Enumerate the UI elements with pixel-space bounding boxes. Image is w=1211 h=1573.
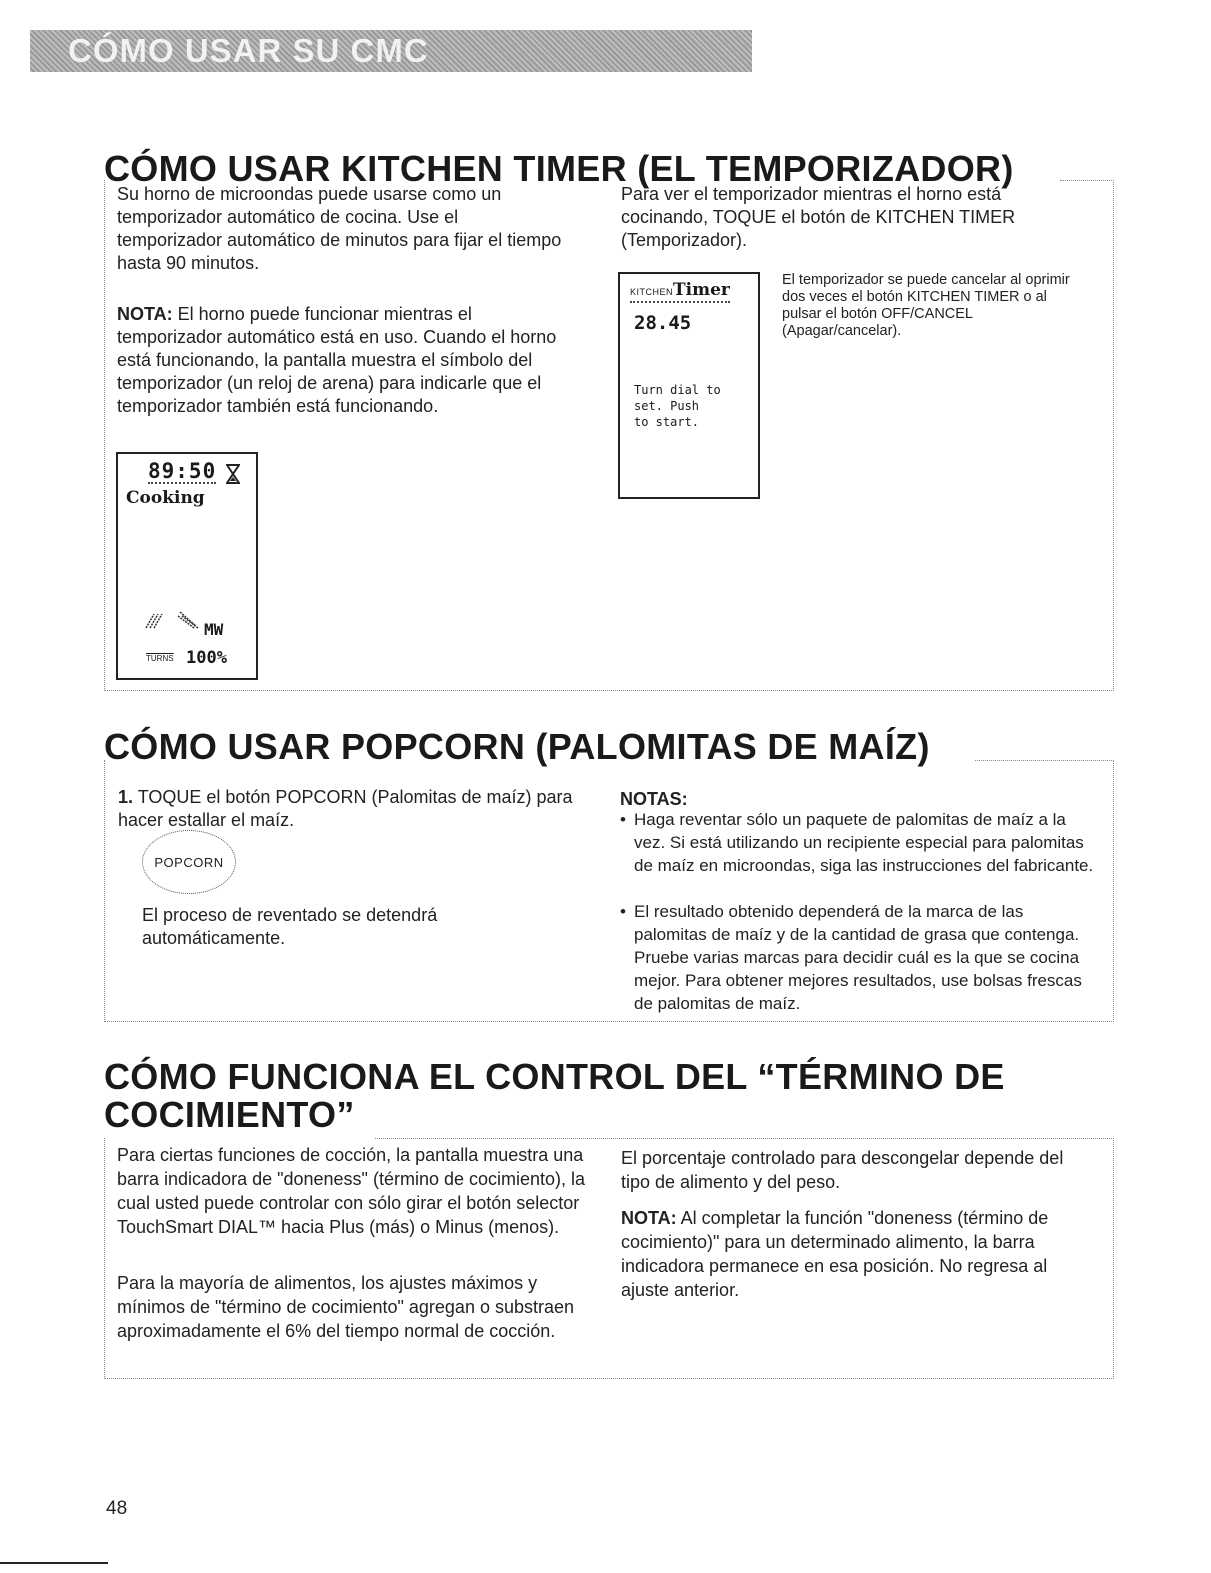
popcorn-after-text: El proceso de reventado se detendrá automáticamente. bbox=[142, 905, 438, 948]
display-instructions bbox=[634, 382, 721, 430]
display-header bbox=[630, 280, 730, 303]
timer-cancel-caption: El temporizador se puede cancelar al oprimir dos veces el botón KITCHEN TIMER o al pulsar el botón OFF/CANCEL (Apagar/cancelar). bbox=[782, 272, 1070, 339]
page-number: 48 bbox=[106, 1498, 128, 1519]
popcorn-button-label: POPCORN bbox=[154, 854, 224, 870]
doneness-title-line-2: COCIMIENTO” bbox=[104, 1094, 355, 1135]
footer-rule bbox=[0, 1562, 108, 1564]
doneness-note-label: NOTA: bbox=[621, 1208, 677, 1228]
doneness-intro-text: Para ciertas funciones de cocción, la pantalla muestra una barra indicadora de "doneness" (término de cocimiento), la cual usted puede controlar con sólo girar el botón selector TouchSmart DIAL™ hacia Plus (más) o Minus (menos). bbox=[117, 1145, 586, 1237]
microwave-waves-icon bbox=[144, 610, 202, 630]
display-power: 100% bbox=[186, 648, 227, 668]
doneness-title-line-1: CÓMO FUNCIONA EL CONTROL DEL “TÉRMINO DE bbox=[104, 1056, 1005, 1097]
popcorn-button[interactable] bbox=[142, 830, 236, 894]
timer-section-title: CÓMO USAR KITCHEN TIMER (EL TEMPORIZADOR) bbox=[104, 148, 1014, 189]
display-kitchen-label: KITCHEN bbox=[630, 287, 674, 297]
display-turns: TURNS bbox=[146, 654, 174, 663]
hourglass-icon bbox=[226, 464, 240, 484]
doneness-note bbox=[621, 1206, 1081, 1302]
timer-view-text: Para ver el temporizador mientras el horno está cocinando, TOQUE el botón de KITCHEN TIMER (Temporizador). bbox=[621, 184, 1016, 250]
note-text: El horno puede funcionar mientras el temporizador automático está en uso. Cuando el horno está funcionando, la pantalla muestra el símbolo del temporizador (un reloj de arena) para indicarle que el temporizador también está funcionando. bbox=[117, 304, 557, 416]
popcorn-note-2: • El resultado obtenido dependerá de la marca de las palomitas de maíz y de la cantidad de grasa que contenga. Pruebe varias marcas para decidir cuál es la que se cocina mejor. Para obtener mejores resultados, use bolsas frescas de palomitas de maíz. bbox=[634, 900, 1094, 1015]
doneness-note-text: Al completar la función "doneness (término de cocimiento)" para un determinado alimento, la barra indicadora permanece en esa posición. No regresa al ajuste anterior. bbox=[621, 1208, 1049, 1300]
step-text: TOQUE el botón POPCORN (Palomitas de maíz) para hacer estallar el maíz. bbox=[118, 787, 573, 830]
display-line-2: set. Push bbox=[634, 399, 700, 413]
popcorn-notes-label: NOTAS: bbox=[620, 789, 688, 809]
popcorn-note-1: • Haga reventar sólo un paquete de palomitas de maíz a la vez. Si está utilizando un recipiente especial para palomitas de maíz en microondas, siga las instrucciones del fabricante. bbox=[634, 808, 1094, 877]
defrost-text: El porcentaje controlado para descongelar depende del tipo de alimento y del peso. bbox=[621, 1148, 1064, 1192]
cooking-display bbox=[116, 452, 258, 680]
popcorn-section-title: CÓMO USAR POPCORN (PALOMITAS DE MAÍZ) bbox=[104, 726, 930, 767]
popcorn-step bbox=[118, 786, 578, 832]
display-time: 89:50 bbox=[148, 459, 217, 483]
timer-display bbox=[618, 272, 760, 499]
doneness-section-title bbox=[104, 1058, 1104, 1134]
banner-title: CÓMO USAR SU CMC bbox=[68, 32, 429, 69]
section-banner bbox=[30, 30, 752, 72]
display-status: Cooking bbox=[126, 488, 205, 508]
display-timer-label: Timer bbox=[673, 280, 730, 300]
step-number: 1. bbox=[118, 787, 134, 807]
timer-note bbox=[117, 303, 567, 418]
timer-intro-text: Su horno de microondas puede usarse como un temporizador automático de cocina. Use el temporizador automático de minutos para fijar el tiempo hasta 90 minutos. bbox=[117, 184, 562, 273]
doneness-percent-text: Para la mayoría de alimentos, los ajustes máximos y mínimos de "término de cocimiento" agregan o substraen aproximadamente el 6% del tiempo normal de cocción. bbox=[117, 1273, 575, 1341]
display-mode: MW bbox=[204, 620, 224, 639]
display-line-1: Turn dial to bbox=[634, 383, 721, 397]
display-timer-time: 28.45 bbox=[634, 312, 692, 334]
display-line-3: to start. bbox=[634, 415, 700, 429]
note-label: NOTA: bbox=[117, 304, 173, 324]
